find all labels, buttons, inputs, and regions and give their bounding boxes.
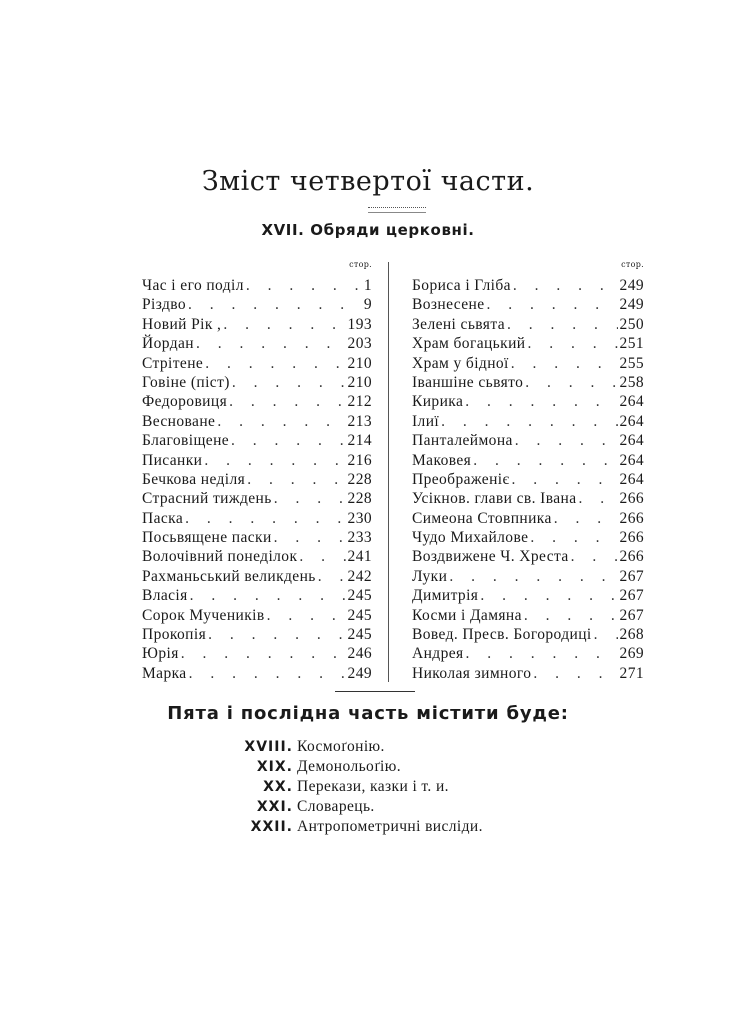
dot-leader [554, 509, 618, 528]
toc-entry-title: Посьвящене паски [142, 529, 272, 547]
dot-leader [527, 334, 617, 353]
toc-entry [142, 431, 372, 450]
next-part-item [0, 757, 736, 777]
toc-entry-title: Симеона Стовпника [412, 509, 552, 527]
dot-leader [507, 315, 618, 334]
toc-entry-page: 203 [347, 335, 372, 353]
toc-entry-title: Новий Рік , [142, 315, 222, 333]
toc-entry-title: Николая зимного [412, 664, 532, 682]
toc-entry-title: Бечкова неділя [142, 470, 246, 488]
toc-entry-page: 258 [619, 373, 644, 391]
toc-entry [412, 276, 644, 295]
toc-entry-title: Ілиї [412, 412, 440, 430]
toc-entry-page: 267 [619, 606, 644, 624]
toc-entry-page: 241 [347, 548, 372, 566]
toc-entry-page: 210 [347, 354, 372, 372]
toc-entry-page: 251 [619, 335, 644, 353]
toc-entry-title: Час і его поділ [142, 277, 244, 294]
toc-entry [142, 489, 372, 508]
toc-entry [142, 567, 372, 586]
toc-entry [142, 547, 372, 566]
toc-entry-page: 249 [619, 277, 644, 294]
roman-numeral: XXII. [250, 819, 293, 835]
toc-entry-page: 255 [619, 354, 644, 372]
next-part-list [0, 737, 736, 837]
toc-entry-title: Різдво [142, 296, 187, 314]
dot-leader [247, 470, 345, 489]
roman-numeral: XVIII. [244, 739, 293, 755]
toc-entry-page: 245 [347, 587, 372, 605]
toc-entry-page: 245 [347, 626, 372, 644]
roman-numeral: XX. [263, 779, 293, 795]
toc-entry-title: Храм богацький [412, 335, 526, 353]
toc-entry-page: 228 [347, 490, 372, 508]
dot-leader [571, 547, 618, 566]
toc-entry-page: 266 [619, 548, 644, 566]
next-part-item-label: Перекази, казки і т. и. [297, 778, 449, 795]
toc-entry [142, 625, 372, 644]
toc-entry [142, 412, 372, 431]
page-column-label: стор. [349, 260, 372, 269]
toc-entry-page: 269 [619, 645, 644, 663]
toc-entry [142, 606, 372, 625]
dot-leader [196, 334, 346, 353]
toc-entry [412, 373, 644, 392]
toc-entry-title: Весноване [142, 412, 216, 430]
toc-entry-title: Говіне (піст) [142, 373, 230, 391]
toc-entry-title: Чудо Михайлове [412, 529, 529, 547]
dot-leader [466, 644, 618, 663]
toc-entry [412, 489, 644, 508]
next-part-item [0, 777, 736, 797]
roman-numeral: XIX. [256, 759, 293, 775]
toc-entry-title: Волочівний понеділок [142, 548, 298, 566]
toc-entry-title: Писанки [142, 451, 203, 469]
toc-entry-title: Рахманьський великдень [142, 567, 316, 585]
toc-entry [142, 644, 372, 663]
toc-entry-title: Кирика [412, 393, 464, 411]
section-heading: XVII. Обряди церковні. [261, 221, 475, 239]
toc-entry-title: Йордан [142, 335, 194, 353]
dot-leader [217, 412, 345, 431]
dot-leader [465, 392, 617, 411]
toc-entry-title: Косми і Дамяна [412, 606, 522, 624]
toc-entry-page: 216 [347, 451, 372, 469]
toc-entry [412, 392, 644, 411]
toc-entry-page: 271 [619, 664, 644, 682]
toc-entry-page: 264 [619, 432, 644, 450]
toc-entry [142, 509, 372, 528]
toc-entry-title: Воздвижене Ч. Хреста [412, 548, 569, 566]
next-part-item [0, 817, 736, 837]
dot-leader [274, 489, 346, 508]
dot-leader [204, 451, 345, 470]
toc-entry [412, 567, 644, 586]
toc-entry-title: Храм у бідної [412, 354, 509, 372]
toc-entry [412, 354, 644, 373]
dot-leader [530, 528, 617, 547]
next-part-heading: Пята і послідна часть містити буде: [167, 703, 569, 724]
toc-entry [142, 276, 372, 295]
toc-entry-page: 267 [619, 587, 644, 605]
dot-leader [188, 295, 362, 314]
dot-leader [524, 606, 618, 625]
toc-entry [412, 606, 644, 625]
dot-leader [525, 373, 617, 392]
toc-entry [142, 315, 372, 334]
toc-entry-page: 249 [347, 664, 372, 682]
toc-entry-page: 9 [363, 296, 372, 314]
dot-leader [515, 431, 618, 450]
toc-entry-page: 266 [619, 529, 644, 547]
toc-entry-page: 242 [347, 567, 372, 585]
toc-entry-page: 228 [347, 470, 372, 488]
toc-entry-title: Маковея [412, 451, 472, 469]
toc-entry [412, 509, 644, 528]
toc-entry [142, 373, 372, 392]
toc-entry-title: Іваншіне сьвято [412, 373, 524, 391]
next-part-item-label: Космоґонію. [297, 738, 385, 755]
toc-entry-title: Вознесене [412, 296, 485, 314]
toc-entry-page: 210 [347, 373, 372, 391]
column-divider [388, 262, 389, 682]
toc-entry-title: Преображеніє [412, 470, 510, 488]
toc-entry-title: Марка [142, 664, 187, 682]
dot-leader [449, 567, 617, 586]
dot-leader [480, 586, 617, 605]
toc-entry-title: Благовіщене [142, 432, 230, 450]
toc-entry-title: Вовед. Пресв. Богородиці [412, 626, 592, 644]
toc-entry-page: 233 [347, 529, 372, 547]
toc-entry [412, 528, 644, 547]
toc-entry-title: Прокопія [142, 626, 207, 644]
toc-entry [412, 431, 644, 450]
toc-entry-page: 266 [619, 509, 644, 527]
toc-entry-page: 267 [619, 567, 644, 585]
toc-entry [142, 528, 372, 547]
dot-leader [205, 354, 345, 373]
toc-entry-title: Юрія [142, 645, 179, 663]
toc-entry-page: 213 [347, 412, 372, 430]
dot-leader [232, 373, 346, 392]
toc-entry [412, 644, 644, 663]
toc-entry-page: 264 [619, 470, 644, 488]
toc-entry [412, 334, 644, 353]
page-title: Зміст четвертої части. [201, 166, 535, 197]
toc-left-column [142, 260, 372, 683]
next-part-item-label: Антропометричні висліди. [297, 818, 483, 835]
toc-entry-page: 246 [347, 645, 372, 663]
dot-leader [267, 606, 346, 625]
toc-entry [142, 295, 372, 314]
toc-entry [142, 586, 372, 605]
toc-entry-page: 1 [363, 277, 372, 294]
dot-leader [185, 509, 345, 528]
dot-leader [189, 664, 346, 683]
toc-entry [412, 547, 644, 566]
toc-entry [142, 334, 372, 353]
dot-leader [487, 295, 618, 314]
dot-leader [181, 644, 346, 663]
toc-entry-title: Луки [412, 567, 448, 585]
toc-entry [142, 470, 372, 489]
toc-entry [412, 451, 644, 470]
toc-entry-page: 230 [347, 509, 372, 527]
dot-leader [513, 276, 618, 295]
toc-entry [412, 412, 644, 431]
page-column-label: стор. [621, 260, 644, 269]
dot-leader [473, 451, 617, 470]
next-part-item [0, 797, 736, 817]
toc-entry-title: Бориса і Гліба [412, 277, 511, 294]
toc-entry-title: Зелені сьвята [412, 315, 505, 333]
toc-entry-page: 245 [347, 606, 372, 624]
toc-entry [142, 392, 372, 411]
dot-leader [274, 528, 346, 547]
toc-entry-page: 264 [619, 451, 644, 469]
toc-entry-page: 266 [619, 490, 644, 508]
dot-leader [190, 586, 346, 605]
toc-entry [142, 354, 372, 373]
toc-entry-title: Сорок Мучеників [142, 606, 265, 624]
dot-leader [594, 625, 618, 644]
toc-entry-page: 249 [619, 296, 644, 314]
toc-entry-page: 268 [619, 626, 644, 644]
toc-entry [142, 451, 372, 470]
dot-leader [231, 431, 346, 450]
title-ornament-divider [368, 207, 426, 213]
toc-entry-page: 214 [347, 432, 372, 450]
toc-right-column [412, 260, 644, 683]
toc-entry-title: Андрея [412, 645, 464, 663]
toc-entry [412, 625, 644, 644]
toc-entry-page: 212 [347, 393, 372, 411]
dot-leader [223, 315, 345, 334]
dot-leader [229, 392, 345, 411]
section-rule [335, 691, 415, 692]
toc-entry-page: 250 [619, 315, 644, 333]
toc-entry [142, 664, 372, 683]
next-part-item [0, 737, 736, 757]
toc-entry-title: Димитрія [412, 587, 479, 605]
toc-entry-title: Усікнов. глави св. Івана [412, 490, 577, 508]
toc-entry-title: Федоровиця [142, 393, 228, 411]
toc-entry [412, 664, 644, 683]
dot-leader [318, 567, 346, 586]
dot-leader [208, 625, 345, 644]
dot-leader [246, 276, 362, 295]
next-part-item-label: Демонольоґію. [297, 758, 401, 775]
toc-entry [412, 315, 644, 334]
toc-entry-page: 193 [347, 315, 372, 333]
toc-entry-page: 264 [619, 412, 644, 430]
toc-entry [412, 295, 644, 314]
dot-leader [579, 489, 618, 508]
next-part-item-label: Словарець. [297, 798, 375, 815]
dot-leader [441, 412, 617, 431]
toc-entry [412, 586, 644, 605]
toc-entry-title: Страсний тиждень [142, 490, 272, 508]
roman-numeral: XXI. [256, 799, 293, 815]
toc-entry-title: Стрітене [142, 354, 204, 372]
dot-leader [533, 664, 617, 683]
dot-leader [512, 470, 618, 489]
toc-entry-page: 264 [619, 393, 644, 411]
toc-entry [412, 470, 644, 489]
toc-entry-title: Панталеймона [412, 432, 513, 450]
dot-leader [511, 354, 618, 373]
dot-leader [299, 547, 345, 566]
toc-entry-title: Паска [142, 509, 184, 527]
toc-entry-title: Власія [142, 587, 188, 605]
